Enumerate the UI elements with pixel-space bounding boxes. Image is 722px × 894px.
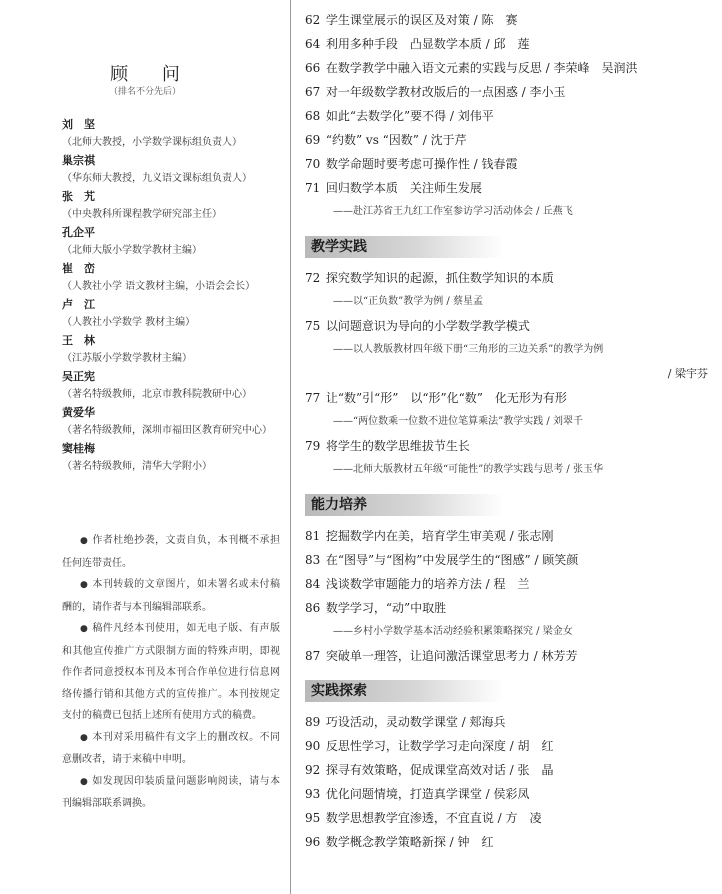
section-heading-explore: 实践探索 [305, 680, 503, 702]
bullet-icon: ● [80, 536, 89, 546]
advisor-name: 崔 峦 [62, 262, 95, 275]
toc-entry[interactable] [305, 548, 710, 572]
advisor-desc: （著名特级教师，北京市教科院教研中心） [62, 389, 252, 400]
notice-item [62, 574, 280, 618]
notice-text: 本刊转载的文章图片，如未署名或未付稿酬的，请作者与本刊编辑部联系。 [62, 579, 281, 613]
table-of-contents [305, 8, 710, 854]
toc-page-number: 95 [305, 811, 321, 825]
advisor-name: 张 艽 [62, 190, 95, 203]
toc-entry-text: 挖掘数学内在美，培育学生审美观 / 张志刚 [325, 529, 554, 543]
toc-page-number: 77 [305, 391, 321, 405]
toc-entry[interactable] [305, 152, 710, 176]
advisor-name: 王 林 [62, 334, 95, 347]
toc-page-number: 68 [305, 109, 321, 123]
section-heading-ability: 能力培养 [305, 494, 503, 516]
toc-page-number: 67 [305, 85, 321, 99]
toc-entry[interactable] [305, 830, 710, 854]
toc-entry-text: 数学概念教学策略新探 / 钟 红 [325, 835, 494, 849]
advisor-desc: （江苏版小学数学教材主编） [62, 353, 192, 364]
section-heading-teaching: 教学实践 [305, 236, 503, 258]
notice-item [62, 727, 280, 771]
toc-entry[interactable] [305, 128, 710, 152]
toc-page-number: 69 [305, 133, 321, 147]
toc-entry[interactable] [305, 644, 710, 668]
toc-page-number: 83 [305, 553, 321, 567]
toc-entry-subtitle: ——北师大版教材五年级“可能性”的教学实践与思考 / 张玉华 [333, 464, 603, 475]
notice-text: 如发现因印装质量问题影响阅读，请与本刊编辑部联系调换。 [62, 775, 281, 809]
bullet-icon: ● [80, 624, 89, 634]
advisors-title: 顾 问 [110, 64, 194, 85]
advisor-desc: （著名特级教师，深圳市福田区教育研究中心） [62, 425, 272, 436]
toc-page-number: 64 [305, 37, 321, 51]
toc-page-number: 93 [305, 787, 321, 801]
toc-entry[interactable] [305, 782, 710, 806]
toc-entry[interactable] [305, 80, 710, 104]
toc-entry-subtitle: ——乡村小学数学基本活动经验积累策略探究 / 梁金女 [333, 626, 573, 637]
toc-page-number: 72 [305, 271, 321, 285]
advisor-desc: （北师大教授，小学数学课标组负责人） [62, 137, 242, 148]
toc-page-number: 84 [305, 577, 321, 591]
toc-entry[interactable] [305, 176, 710, 200]
toc-entry-text: 如此“去数学化”要不得 / 刘伟平 [325, 109, 494, 123]
toc-entry[interactable] [305, 386, 710, 410]
toc-entry-subtitle: ——赴江苏省王九红工作室参访学习活动体会 / 丘燕飞 [333, 206, 573, 217]
toc-entry[interactable] [305, 104, 710, 128]
bullet-icon: ● [80, 732, 89, 743]
toc-entry-text: 将学生的数学思维拔节生长 [325, 439, 470, 453]
toc-page-number: 87 [305, 649, 321, 663]
bullet-icon: ● [80, 776, 89, 787]
toc-entry[interactable] [305, 56, 710, 80]
toc-entry-text: 浅谈数学审题能力的培养方法 / 程 兰 [325, 577, 530, 591]
toc-entry[interactable] [305, 572, 710, 596]
advisor-name: 孔企平 [62, 226, 95, 239]
advisor-desc: （人教社小学数学 教材主编） [62, 317, 196, 328]
toc-entry-subtitle: ——“两位数乘一位数不进位笔算乘法”教学实践 / 刘翠千 [333, 416, 583, 427]
advisor-name: 黄爱华 [62, 406, 95, 419]
toc-page-number: 96 [305, 835, 321, 849]
toc-entry-text: 探寻有效策略，促成课堂高效对话 / 张 晶 [325, 763, 554, 777]
toc-entry[interactable] [305, 314, 710, 338]
advisor-desc: （著名特级教师，清华大学附小） [62, 461, 212, 472]
advisor-name: 吴正宪 [62, 370, 95, 383]
toc-entry[interactable] [305, 596, 710, 620]
toc-entry[interactable] [305, 32, 710, 56]
advisor-name: 窦桂梅 [62, 442, 95, 455]
toc-entry[interactable] [305, 734, 710, 758]
toc-entry-text: 数学学习，“动”中取胜 [325, 601, 447, 615]
toc-entry[interactable] [305, 266, 710, 290]
toc-page-number: 86 [305, 601, 321, 615]
advisors-note: （排名不分先后） [108, 87, 181, 97]
toc-entry[interactable] [305, 710, 710, 734]
advisor-name: 巢宗祺 [62, 154, 95, 167]
notice-item [62, 618, 280, 727]
notice-text: 本刊对采用稿件有文字上的删改权。不同意删改者，请于来稿中申明。 [62, 731, 281, 765]
toc-entry-text: 优化问题情境，打造真学课堂 / 侯彩凤 [325, 787, 530, 801]
toc-entry[interactable] [305, 806, 710, 830]
advisor-name: 刘 坚 [62, 118, 95, 131]
toc-entry[interactable] [305, 758, 710, 782]
toc-page-number: 75 [305, 319, 321, 333]
column-divider [290, 0, 291, 894]
toc-entry-text: 巧设活动，灵动数学课堂 / 郏海兵 [325, 715, 506, 729]
toc-entry[interactable] [305, 434, 710, 458]
toc-entry-text: 在“图导”与“图构”中发展学生的“图感” / 顾笑颜 [325, 553, 579, 567]
toc-entry-subtitle: ——以“正负数”教学为例 / 蔡星孟 [333, 296, 483, 307]
toc-entry-author: / 梁宇芬 [667, 367, 708, 380]
advisor-desc: （华东师大教授，九义语文课标组负责人） [62, 173, 252, 184]
notice-item [62, 530, 280, 574]
toc-entry-text: 反思性学习，让数学学习走向深度 / 胡 红 [325, 739, 554, 753]
advisor-desc: （中央教科所课程教学研究部主任） [62, 209, 222, 220]
toc-entry-text: 探究数学知识的起源，抓住数学知识的本质 [325, 271, 554, 285]
copyright-notices [62, 530, 280, 815]
toc-entry-text: 对一年级数学教材改版后的一点困惑 / 李小玉 [325, 85, 566, 99]
notice-item [62, 771, 280, 815]
advisor-name: 卢 江 [62, 298, 95, 311]
toc-entry-text: 突破单一理答，让追问激活课堂思考力 / 林芳芳 [325, 649, 578, 663]
toc-entry-text: 学生课堂展示的误区及对策 / 陈 赛 [325, 13, 518, 27]
left-column [0, 0, 290, 894]
toc-page-number: 66 [305, 61, 321, 75]
toc-entry-text: 数学思想教学宜渗透，不宜直说 / 方 凌 [325, 811, 542, 825]
toc-entry-text: 以问题意识为导向的小学数学教学模式 [325, 319, 530, 333]
toc-page-number: 70 [305, 157, 321, 171]
toc-page-number: 79 [305, 439, 321, 453]
toc-entry-text: 利用多种手段 凸显数学本质 / 邱 莲 [325, 37, 530, 51]
toc-entry-text: 数学命题时要考虑可操作性 / 钱春霞 [325, 157, 518, 171]
toc-entry-subtitle: ——以人教版教材四年级下册“三角形的三边关系”的教学为例 [333, 344, 604, 355]
toc-entry-text: “约数” vs “因数” / 沈于芹 [325, 133, 467, 147]
toc-entry-text: 回归数学本质 关注师生发展 [325, 181, 482, 195]
toc-entry[interactable] [305, 8, 710, 32]
advisor-desc: （北师大版小学数学教材主编） [62, 245, 202, 256]
toc-entry[interactable] [305, 524, 710, 548]
toc-page-number: 62 [305, 13, 321, 27]
notice-text: 作者杜绝抄袭，文责自负，本刊概不承担任何连带责任。 [62, 535, 281, 569]
advisor-desc: （人教社小学 语文教材主编，小语会会长） [62, 281, 256, 292]
toc-page-number: 71 [305, 181, 321, 195]
notice-text: 稿件凡经本刊使用，如无电子版、有声版和其他宣传推广方式限制方面的特殊声明，即视作作者同意授权本刊及本刊合作单位进行信息网络传播行销和其他方式的宣传推广。本刊按规定支付的稿费已包括上述所有使用方式的稿费。 [62, 623, 281, 721]
bullet-icon: ● [80, 580, 89, 590]
toc-entry-text: 让“数”引“形” 以“形”化“数” 化无形为有形 [325, 391, 567, 405]
toc-page-number: 90 [305, 739, 321, 753]
toc-page-number: 81 [305, 529, 321, 543]
toc-page-number: 89 [305, 715, 321, 729]
advisor-list [62, 116, 282, 476]
toc-entry-text: 在数学教学中融入语文元素的实践与反思 / 李荣峰 吴润洪 [325, 61, 638, 75]
toc-page-number: 92 [305, 763, 321, 777]
